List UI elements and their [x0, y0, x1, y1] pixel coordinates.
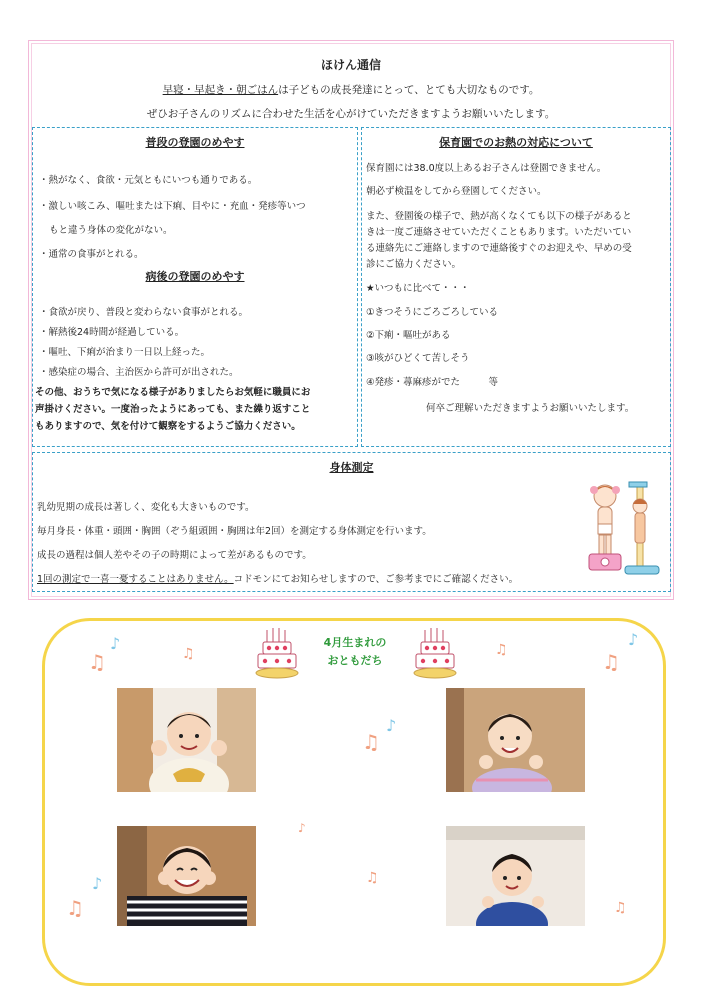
child-photo: [446, 688, 585, 792]
birthday-section: [42, 618, 666, 986]
fever-policy-title: 保育園でのお熱の対応について: [439, 136, 593, 149]
normal-item: もと違う身体の変化がない。: [49, 225, 173, 236]
measure-line: 毎月身長・体重・頭囲・胸囲（ぞう組頭囲・胸囲は年2回）を測定する身体測定を行います。: [37, 526, 432, 537]
measure-line-last: [37, 571, 518, 585]
newsletter-title: ほけん通信: [320, 58, 381, 72]
intro-highlight: 早寝・早起き・朝ごはん: [162, 84, 279, 96]
child-photo: [446, 826, 585, 926]
attendance-guidelines-box: [32, 127, 358, 447]
fever-closing: 何卒ご理解いただきますようお願いいたします。: [426, 403, 635, 414]
music-note-icon: ♪: [110, 634, 121, 653]
after-illness-item: ・感染症の場合、主治医から許可が出された。: [39, 367, 239, 378]
child-photo: [117, 688, 256, 792]
birthday-cake-icon: [255, 626, 299, 682]
music-note-icon: ♫: [182, 646, 195, 662]
after-illness-note: その他、おうちで気になる様子がありましたらお気軽に職員にお: [35, 387, 311, 398]
child-measuring-illustration: [585, 478, 661, 580]
after-illness-item: ・解熱後24時間が経過している。: [39, 327, 185, 338]
music-note-icon: ♪: [628, 630, 639, 649]
normal-item: ・通常の食事がとれる。: [39, 249, 144, 260]
intro-rest: は子どもの成長発達にとって、とても大切なものです。: [278, 84, 540, 96]
fever-line: また、登園後の様子で、熱が高くなくても以下の様子があると: [366, 211, 632, 222]
music-note-icon: ♫: [602, 650, 620, 674]
after-illness-item: ・嘔吐、下痢が治まり一日以上経った。: [39, 347, 211, 358]
measure-line: 成長の過程は個人差やその子の時期によって差があるものです。: [37, 550, 312, 561]
normal-item: ・熱がなく、食欲・元気ともにいつも通りである。: [39, 175, 258, 186]
fever-line: る連絡先にご連絡しますので連絡後すぐのお迎えや、早めの受: [366, 243, 632, 254]
music-note-icon: ♫: [66, 896, 84, 920]
music-note-icon: ♫: [366, 870, 379, 886]
fever-policy-box: [361, 127, 671, 447]
fever-line: きは一度ご連絡させていただくこともあります。いただいてい: [366, 227, 632, 238]
music-note-icon: ♫: [614, 900, 627, 916]
birthday-title-line-1: 4月生まれの: [323, 636, 387, 649]
fever-list-header: ★いつもに比べて・・・: [366, 283, 470, 294]
music-note-icon: ♫: [362, 730, 380, 754]
music-note-icon: ♫: [495, 642, 508, 658]
music-note-icon: ♫: [88, 650, 106, 674]
intro-line-1: [28, 82, 674, 97]
after-illness-item: ・食欲が戻り、普段と変わらない食事がとれる。: [39, 307, 249, 318]
intro-line-2: ぜひお子さんのリズムに合わせた生活を心がけていただきますようお願いいたします。: [146, 108, 556, 120]
music-note-icon: ♪: [386, 716, 397, 735]
birthday-cake-icon: [413, 626, 457, 682]
fever-list-item: ③咳がひどくて苦しそう: [366, 353, 470, 364]
fever-list-item: ④発疹・蕁麻疹がでた 等: [366, 377, 499, 388]
normal-attendance-title: 普段の登園のめやす: [145, 136, 245, 149]
music-note-icon: ♪: [92, 874, 103, 893]
measure-underlined: 1回の測定で一喜一憂することはありません。: [37, 574, 234, 585]
after-illness-note: もありますので、気を付けて観察をするようご協力ください。: [35, 421, 301, 432]
fever-line: 朝必ず検温をしてから登園してください。: [366, 186, 547, 197]
fever-list-item: ①きつそうにごろごろしている: [366, 307, 499, 318]
birthday-title: [300, 634, 410, 670]
fever-line: 診にご協力ください。: [366, 259, 462, 270]
body-measurement-title: 身体測定: [329, 461, 374, 474]
music-note-icon: ♪: [298, 821, 306, 835]
measure-line: 乳幼児期の成長は著しく、変化も大きいものです。: [37, 502, 255, 513]
fever-line: 保育園には38.0度以上あるお子さんは登園できません。: [366, 163, 607, 174]
measure-rest: コドモンにてお知らせしますので、ご参考までにご確認ください。: [233, 574, 519, 585]
normal-item: ・激しい咳こみ、嘔吐または下痢、目やに・充血・発疹等いつ: [39, 201, 306, 212]
after-illness-note: 声掛けください。一度治ったようにあっても、また繰り返すこと: [35, 404, 311, 415]
child-photo: [117, 826, 256, 926]
body-measurement-box: [32, 452, 671, 592]
fever-list-item: ②下痢・嘔吐がある: [366, 330, 451, 341]
birthday-title-line-2: おともだち: [327, 654, 383, 667]
after-illness-title: 病後の登園のめやす: [145, 270, 245, 283]
